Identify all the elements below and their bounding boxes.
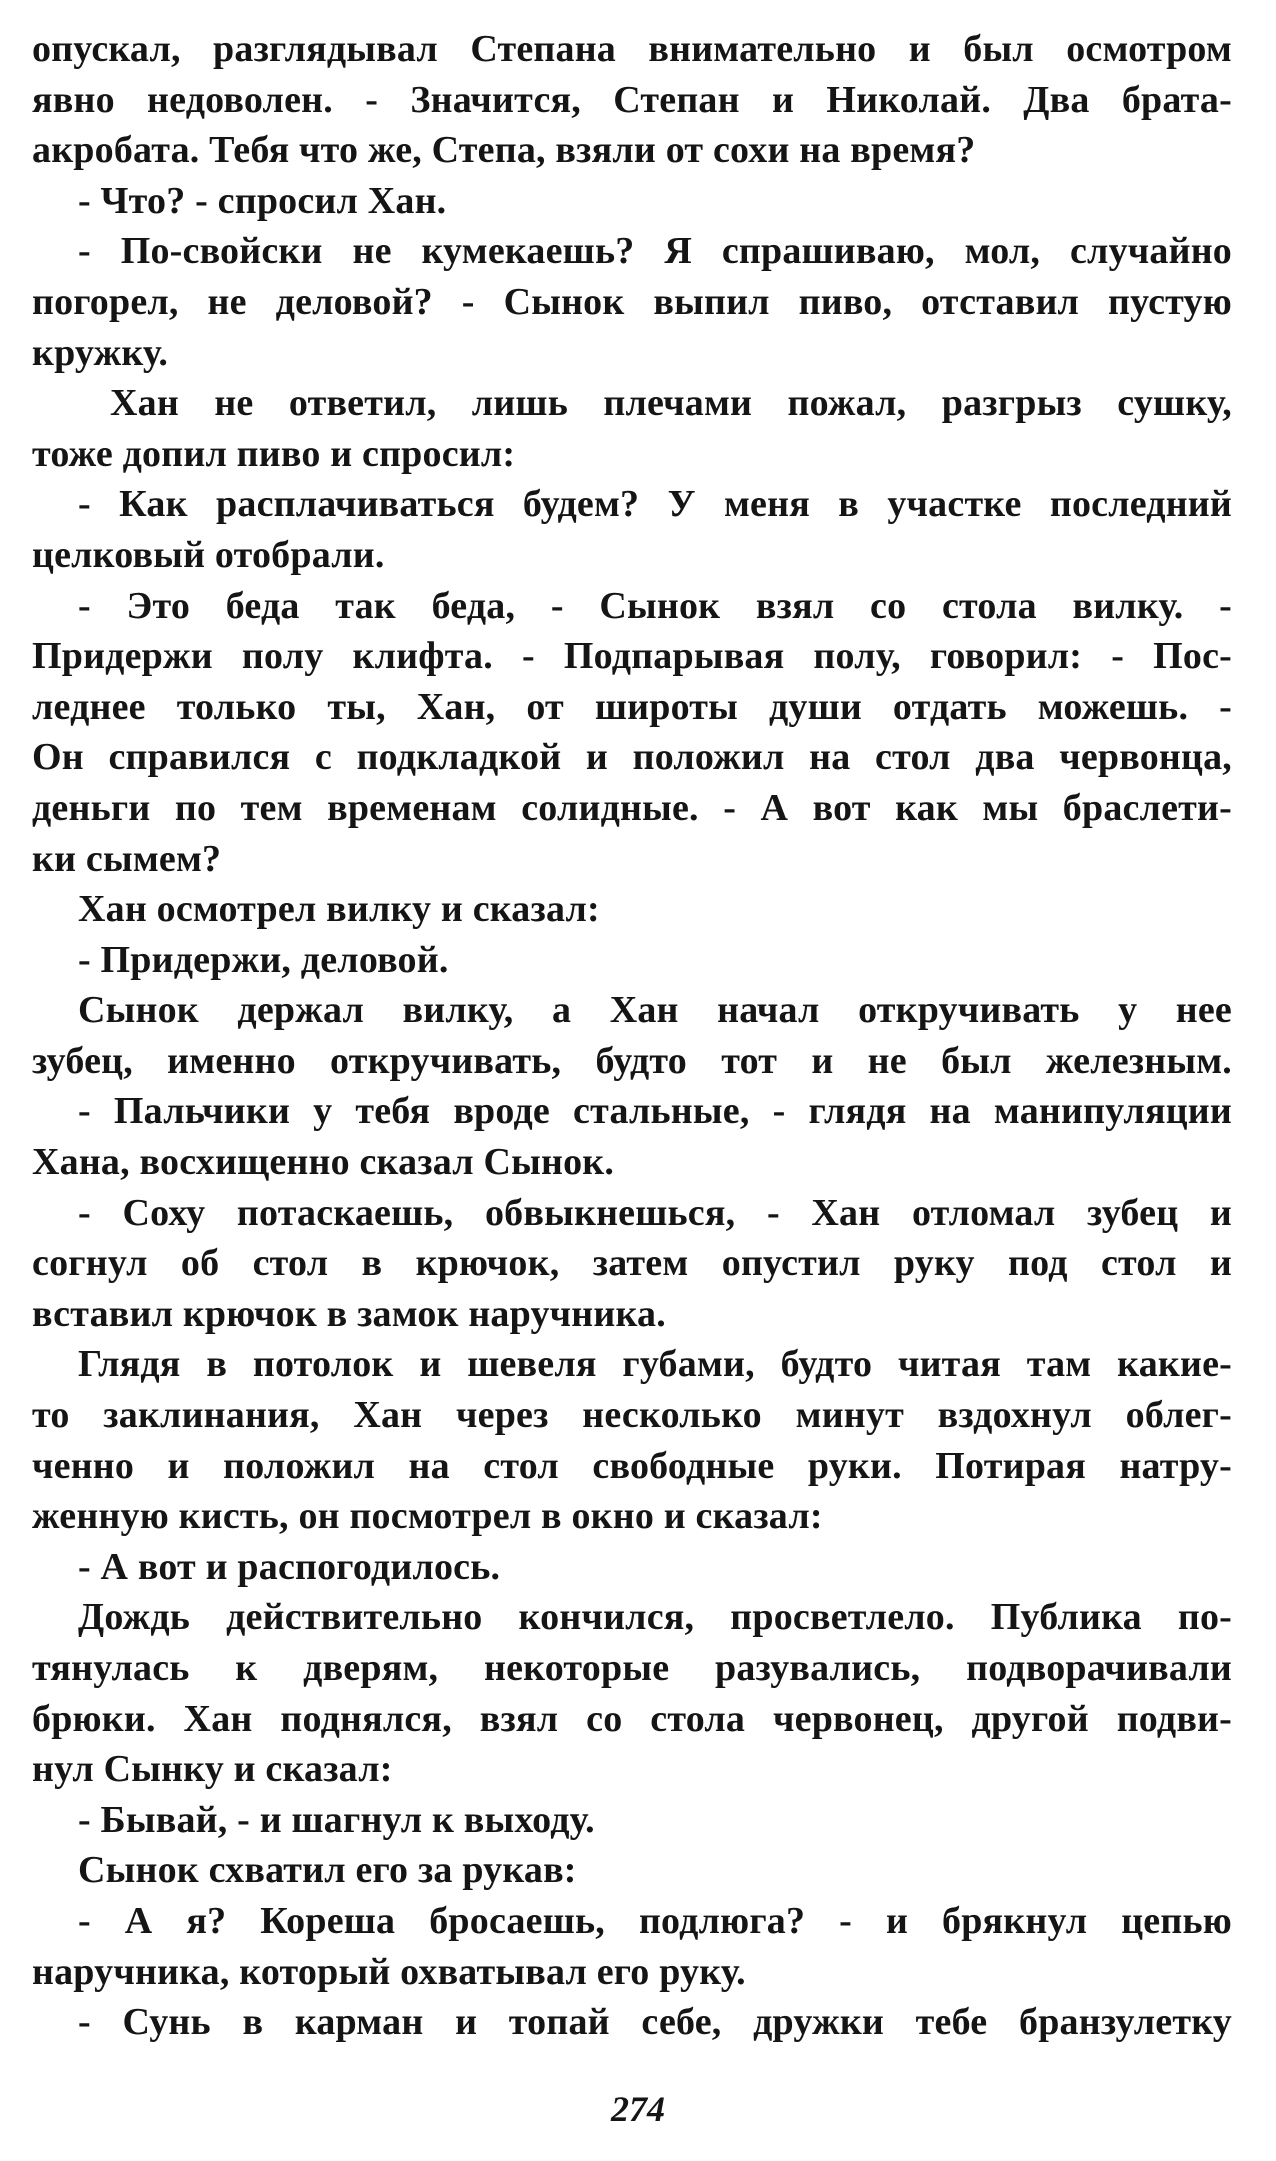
text-line: Хана, восхищенно сказал Сынок. xyxy=(32,1141,615,1184)
text-line: - А я? Кореша бросаешь, подлюга? - и брякнул цепью xyxy=(78,1899,1232,1942)
text-line: ки сымем? xyxy=(32,837,222,880)
text-line: - Пальчики у тебя вроде стальные, - глядя на манипуляции xyxy=(78,1090,1232,1133)
text-line: - Это беда так беда, - Сынок взял со стола вилку. - xyxy=(78,584,1232,627)
text-line: Хан осмотрел вилку и сказал: xyxy=(78,888,600,931)
text-line: тянулась к дверям, некоторые разувались, подворачивали xyxy=(32,1647,1232,1689)
page-number: 274 xyxy=(611,2089,665,2129)
text-line: - Что? - спросил Хан. xyxy=(78,179,447,222)
text-line: явно недоволен. - Значится, Степан и Николай. Два брата- xyxy=(32,78,1232,121)
text-line: - Придержи, деловой. xyxy=(78,938,449,981)
text-line: женную кисть, он посмотрел в окно и сказал: xyxy=(32,1495,823,1538)
text-line: зубец, именно откручивать, будто тот и не был железным. xyxy=(32,1039,1232,1082)
text-line: - Сунь в карман и топай себе, дружки тебе бранзулетку xyxy=(78,2001,1232,2044)
text-line: ченно и положил на стол свободные руки. Потирая натру- xyxy=(32,1444,1232,1487)
text-line: - А вот и распогодилось. xyxy=(78,1545,501,1588)
text-line: - Как расплачиваться будем? У меня в участке последний xyxy=(78,483,1232,526)
text-line: погорел, не деловой? - Сынок выпил пиво, отставил пустую xyxy=(32,280,1232,323)
text-line: леднее только ты, Хан, от широты души отдать можешь. - xyxy=(32,685,1232,728)
text-line: согнул об стол в крючок, затем опустил руку под стол и xyxy=(32,1242,1232,1285)
text-line: - Соху потаскаешь, обвыкнешься, - Хан отломал зубец и xyxy=(78,1191,1232,1234)
text-line: - По-свойски не кумекаешь? Я спрашиваю, мол, случайно xyxy=(78,230,1232,273)
book-page-text xyxy=(32,24,1232,2048)
text-line: вставил крючок в замок наручника. xyxy=(32,1292,666,1335)
text-line: Хан не ответил, лишь плечами пожал, разгрыз сушку, xyxy=(110,382,1232,425)
text-line: Придержи полу клифта. - Подпарывая полу, говорил: - Пос- xyxy=(32,635,1232,678)
text-line: тоже допил пиво и спросил: xyxy=(32,432,516,475)
text-line: брюки. Хан поднялся, взял со стола червонец, другой подви- xyxy=(32,1697,1232,1740)
text-line: Сынок держал вилку, а Хан начал откручивать у нее xyxy=(78,989,1232,1032)
text-line: Дождь действительно кончился, просветлело. Публика по- xyxy=(78,1596,1232,1639)
text-line: Глядя в потолок и шевеля губами, будто читая там какие- xyxy=(78,1343,1232,1386)
text-line: - Бывай, - и шагнул к выходу. xyxy=(78,1798,595,1841)
text-line: Он справился с подкладкой и положил на стол два червонца, xyxy=(32,736,1232,779)
text-line: кружку. xyxy=(32,331,169,374)
text-line: деньги по тем временам солидные. - А вот как мы браслети- xyxy=(32,786,1232,829)
text-line: наручника, который охватывал его руку. xyxy=(32,1950,746,1993)
text-line: то заклинания, Хан через несколько минут вздохнул облег- xyxy=(32,1394,1232,1437)
text-line: целковый отобрали. xyxy=(32,533,385,576)
text-line: нул Сынку и сказал: xyxy=(32,1748,393,1791)
text-line: опускал, разглядывал Степана внимательно и был осмотром xyxy=(32,28,1232,70)
text-line: акробата. Тебя что же, Степа, взяли от сохи на время? xyxy=(32,129,976,172)
text-line: Сынок схватил его за рукав: xyxy=(78,1849,577,1892)
